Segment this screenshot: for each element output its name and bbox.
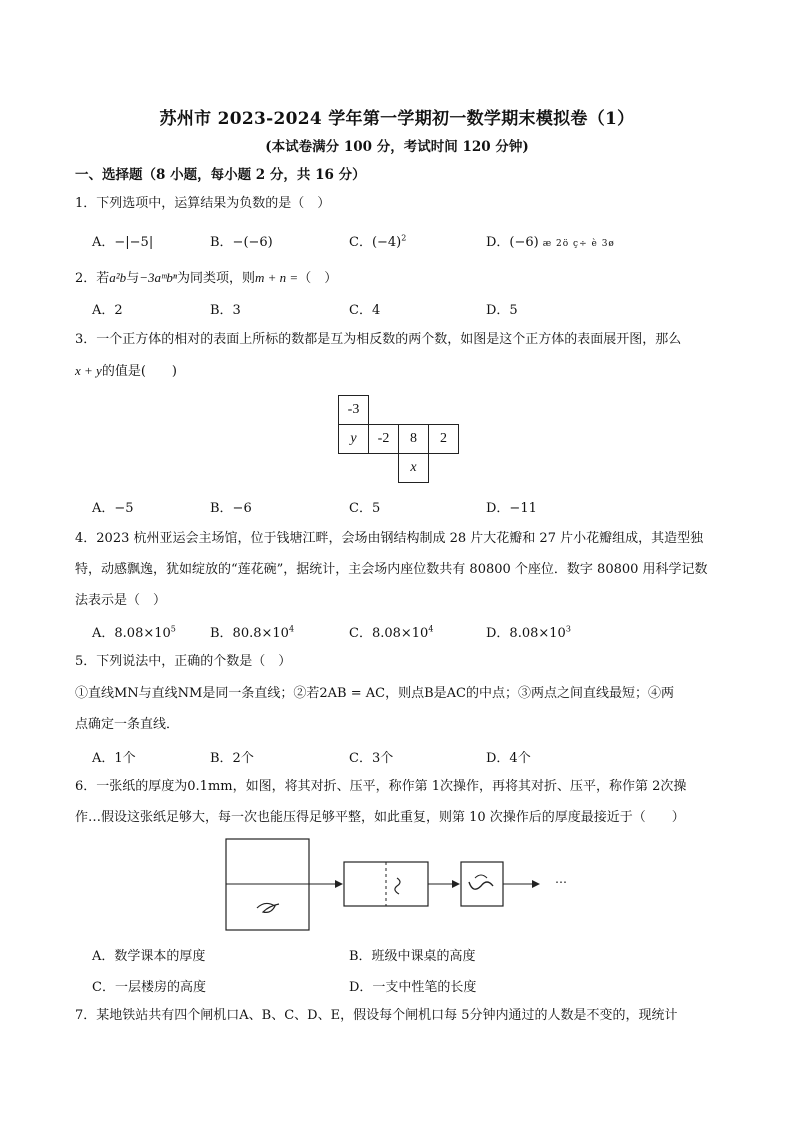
net-cell-x: x (398, 453, 429, 483)
q2-option-d: D．5 (486, 303, 518, 318)
q2-term-2: −3aᵐbⁿ (139, 270, 177, 285)
question-6-line-1: 6．一张纸的厚度为0.1mm，如图，将其对折、压平，称作第 1次操作，再将其对折、压平，称作第 2次操 (75, 779, 687, 794)
q6-option-b: B．班级中课桌的高度 (349, 949, 476, 964)
q3-option-d: D．−11 (486, 501, 537, 516)
net-cell-top: -3 (338, 395, 369, 425)
q3-option-a: A．−5 (92, 501, 134, 516)
page-subtitle: (本试卷满分 100 分，考试时间 120 分钟) (265, 139, 529, 155)
question-3-line-2 (75, 355, 725, 387)
question-5-line-2: 点确定一条直线． (75, 717, 180, 732)
q1-option-c-text: C．(−4) (349, 235, 402, 250)
q4-option-b-exp: 4 (288, 624, 295, 634)
q1-option-d (486, 231, 615, 250)
q2-option-c: C．4 (349, 303, 381, 318)
fold-continue-dots: … (555, 872, 568, 886)
q2-expr: m + n = (255, 270, 299, 285)
q6-option-d: D．一支中性笔的长度 (349, 980, 477, 995)
q4-option-c (349, 622, 433, 641)
question-4-line-1: 4．2023 杭州亚运会主场馆，位于钱塘江畔，会场由钢结构制成 28 片大花瓣和 27 片小花瓣组成，其造型独 (75, 531, 704, 546)
q4-option-c-exp: 4 (428, 624, 434, 634)
q2-option-a: A．2 (92, 303, 123, 318)
q1-option-c-exp: 2 (401, 233, 407, 243)
q2-term-1: a²b (109, 270, 127, 285)
q2-stem-d: （ ） (298, 271, 338, 286)
net-cell-8: 8 (398, 424, 429, 454)
q5-option-c: C．3个 (349, 751, 394, 766)
q2-stem-b: 与 (126, 271, 140, 286)
q2-stem-a: 2．若 (75, 271, 110, 286)
q5-option-d: D．4个 (486, 751, 531, 766)
q6-option-a: A．数学课本的厚度 (92, 949, 206, 964)
q4-option-d (486, 622, 571, 641)
q1-option-d-fraction: æ 2ö ç÷ è 3ø (542, 239, 615, 249)
page-title: 苏州市 2023-2024 学年第一学期初一数学期末模拟卷（1） (159, 109, 635, 129)
paper-fold-figure (225, 838, 585, 933)
q1-option-c (349, 231, 406, 250)
question-5-line-1: ①直线MN与直线NM是同一条直线；②若2AB = AC，则点B是AC的中点；③两点之间直线最短；④两 (75, 686, 674, 701)
question-2-stem (75, 262, 725, 294)
q4-option-b (210, 622, 294, 641)
section-heading: 一、选择题（8 小题，每小题 2 分，共 16 分） (75, 167, 366, 183)
q3-option-c: C．5 (349, 501, 381, 516)
q1-option-d-text: D．(−6) (486, 235, 539, 250)
q4-option-a-text: A．8.08×10 (92, 626, 171, 641)
q3-line-2-rest: 的值是( ) (101, 364, 177, 379)
q4-option-d-text: D．8.08×10 (486, 626, 566, 641)
cube-net-figure (338, 395, 458, 485)
q2-stem-c: 为同类项，则 (177, 271, 256, 286)
paper-fold-diagram (225, 838, 585, 933)
question-5-stem: 5．下列说法中，正确的个数是（ ） (75, 654, 292, 669)
q4-option-b-text: B．80.8×10 (210, 626, 289, 641)
question-4-line-2: 特，动感飘逸，犹如绽放的“莲花碗”，据统计，主会场内座位数共有 80800 个座位．数字 80800 用科学记数 (75, 562, 708, 577)
q4-option-d-exp: 3 (565, 624, 571, 634)
q1-option-b: B．−(−6) (210, 235, 273, 250)
question-4-line-3: 法表示是（ ） (75, 593, 167, 608)
q1-option-a: A．−|−5| (92, 235, 154, 250)
q4-option-c-text: C．8.08×10 (349, 626, 429, 641)
question-7-line-1: 7．某地铁站共有四个闸机口A、B、C、D、E，假设每个闸机口每 5分钟内通过的人数是不变的，现统计 (75, 1008, 678, 1023)
q3-expr: x + y (75, 363, 102, 378)
question-1-stem: 1．下列选项中，运算结果为负数的是（ ） (75, 196, 331, 211)
q5-option-b: B．2个 (210, 751, 254, 766)
q4-option-a-exp: 5 (170, 624, 176, 634)
question-3-line-1: 3．一个正方体的相对的表面上所标的数都是互为相反数的两个数，如图是这个正方体的表面展开图，那么 (75, 332, 682, 347)
q2-option-b: B．3 (210, 303, 241, 318)
q6-option-c: C．一层楼房的高度 (92, 980, 206, 995)
question-6-line-2: 作…假设这张纸足够大，每一次也能压得足够平整，如此重复，则第 10 次操作后的厚度最接近于（ ） (75, 810, 685, 825)
q3-option-b: B．−6 (210, 501, 252, 516)
q5-option-a: A．1个 (92, 751, 136, 766)
net-cell-neg2: -2 (368, 424, 399, 454)
q4-option-a (92, 622, 176, 641)
net-cell-2: 2 (428, 424, 459, 454)
net-cell-y: y (338, 424, 369, 454)
